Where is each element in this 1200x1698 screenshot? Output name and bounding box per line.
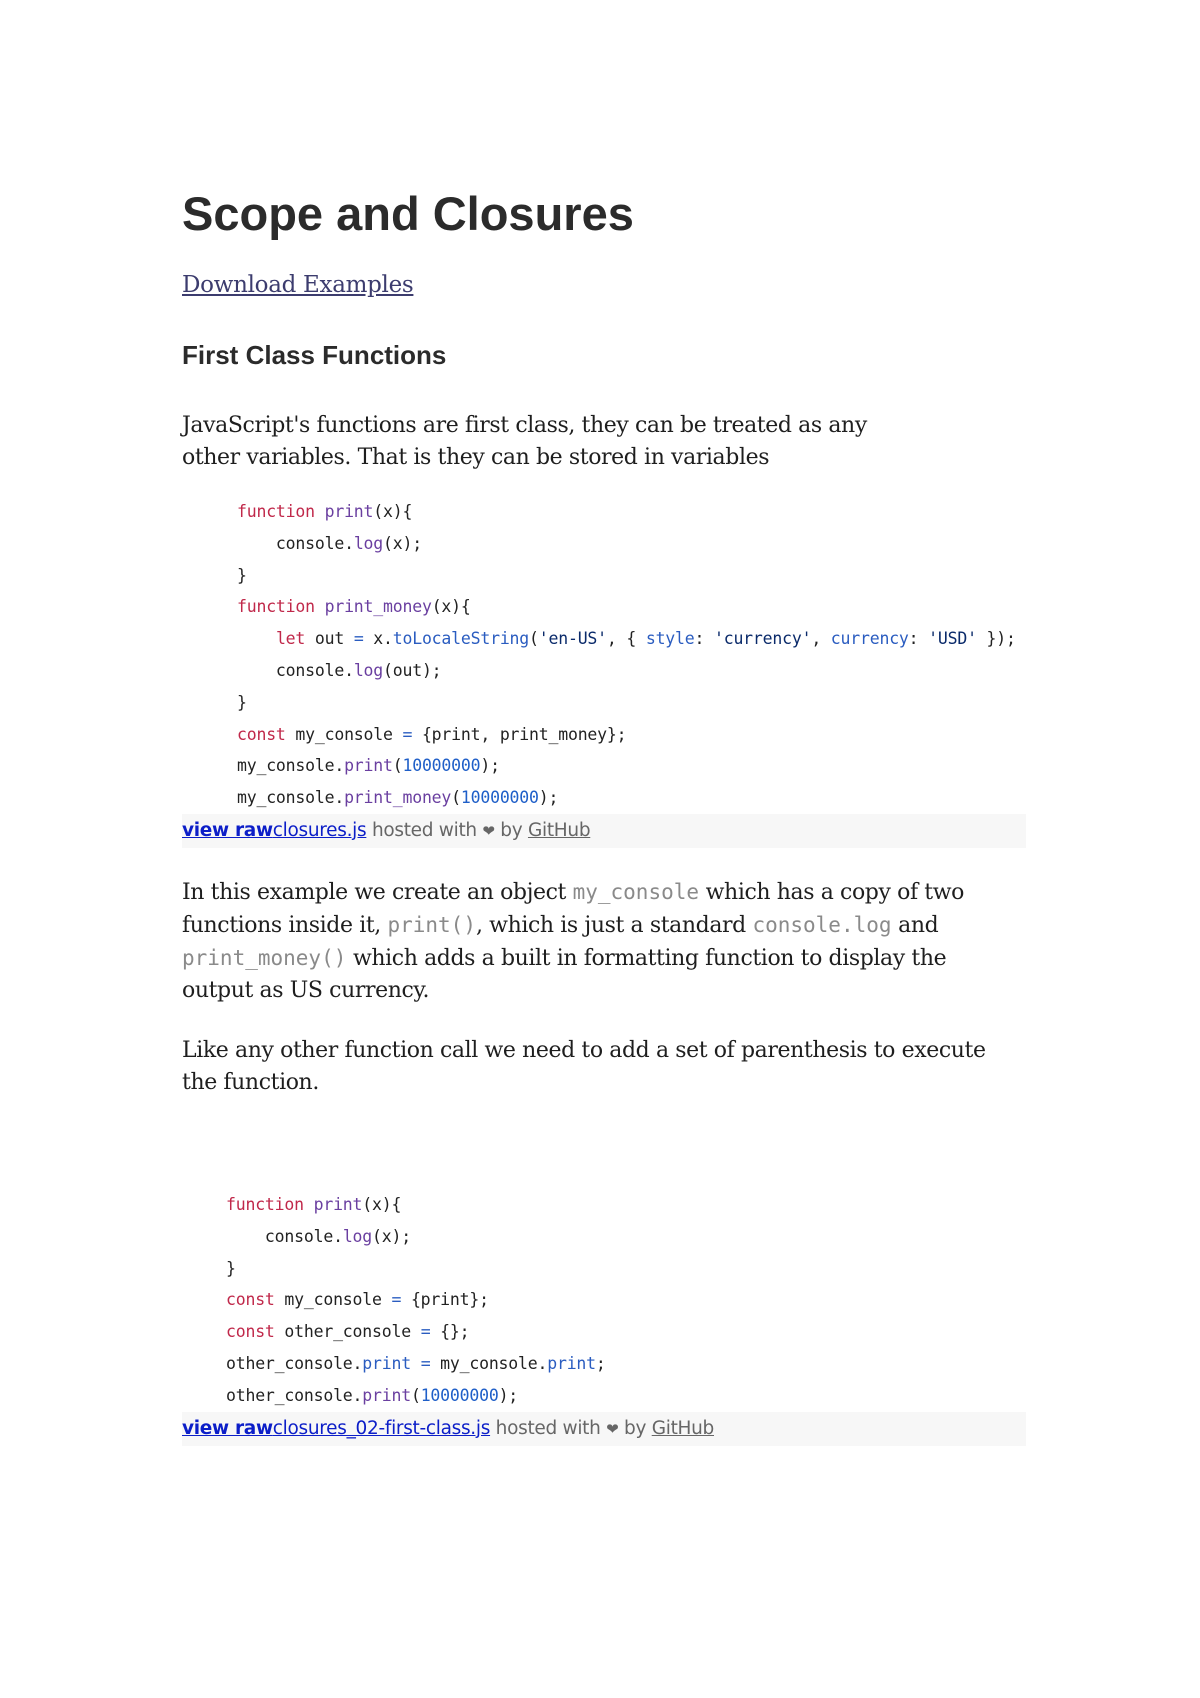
heart-icon: ❤ bbox=[606, 1419, 619, 1438]
text-segment: In this example we create an object bbox=[182, 879, 573, 905]
code-line: const other_console = {}; bbox=[226, 1322, 470, 1342]
code-line: my_console.print(10000000); bbox=[237, 756, 500, 776]
page-title: Scope and Closures bbox=[182, 187, 634, 240]
inline-code-console-log: console.log bbox=[752, 912, 892, 937]
inline-code-my-console: my_console bbox=[572, 879, 700, 904]
text-segment: and bbox=[891, 912, 939, 938]
section-heading: First Class Functions bbox=[182, 340, 447, 370]
code-line: } bbox=[226, 1258, 236, 1278]
by-text: by bbox=[618, 1417, 652, 1439]
gist-filename-link[interactable]: closures_02-first-class.js bbox=[272, 1417, 491, 1439]
code-line: function print(x){ bbox=[237, 502, 413, 521]
hosted-with-text: hosted with bbox=[490, 1417, 607, 1439]
explanation-paragraph bbox=[182, 876, 982, 1007]
code-line: } bbox=[237, 565, 247, 585]
github-link[interactable]: GitHub bbox=[651, 1417, 714, 1439]
inline-code-print-money: print_money() bbox=[182, 945, 347, 970]
parenthesis-paragraph: Like any other function call we need to add a set of parenthesis to execute the function. bbox=[182, 1037, 986, 1095]
code-line: other_console.print(10000000); bbox=[226, 1385, 519, 1405]
download-examples-link[interactable]: Download Examples bbox=[182, 272, 414, 298]
gist-filename-link[interactable]: closures.js bbox=[272, 819, 367, 841]
code-line: console.log(x); bbox=[226, 1226, 411, 1246]
view-raw-link[interactable]: view raw bbox=[182, 819, 273, 841]
text-segment: , which is just a standard bbox=[475, 912, 753, 938]
text-segment: which has a copy of two functions inside it, bbox=[182, 879, 964, 938]
text-segment: which adds a built in formatting function to display the output as US currency. bbox=[182, 945, 947, 1003]
code-block-2 bbox=[182, 1189, 1022, 1446]
code-line: function print(x){ bbox=[226, 1194, 402, 1214]
code-lines-2 bbox=[182, 1189, 1022, 1412]
code-line: } bbox=[237, 692, 247, 712]
hosted-with-text: hosted with bbox=[366, 819, 483, 841]
heart-icon: ❤ bbox=[482, 821, 495, 840]
code-line: let out = x.toLocaleString('en-US', { style: 'currency', currency: 'USD' }); bbox=[275, 629, 1016, 649]
code-line: const my_console = {print}; bbox=[226, 1290, 489, 1310]
code-line: const my_console = {print, print_money}; bbox=[237, 724, 627, 744]
document-page bbox=[182, 182, 1022, 1446]
intro-paragraph: JavaScript's functions are first class, they can be treated as any other variables. That is they can be stored in variables bbox=[182, 413, 867, 470]
code-line: other_console.print = my_console.print; bbox=[226, 1353, 606, 1373]
code-block-1 bbox=[182, 496, 1022, 848]
code-line: function print_money(x){ bbox=[237, 597, 471, 617]
code-line: console.log(x); bbox=[237, 533, 422, 553]
code-line: console.log(out); bbox=[237, 660, 442, 680]
code-line: my_console.print_money(10000000); bbox=[237, 788, 559, 808]
by-text: by bbox=[494, 819, 528, 841]
view-raw-link[interactable]: view raw bbox=[182, 1417, 273, 1439]
github-link[interactable]: GitHub bbox=[527, 819, 591, 841]
inline-code-print: print() bbox=[387, 912, 476, 937]
code-lines-1 bbox=[182, 496, 1022, 814]
gist-meta-1 bbox=[182, 814, 1026, 848]
gist-meta-2 bbox=[182, 1412, 1026, 1446]
